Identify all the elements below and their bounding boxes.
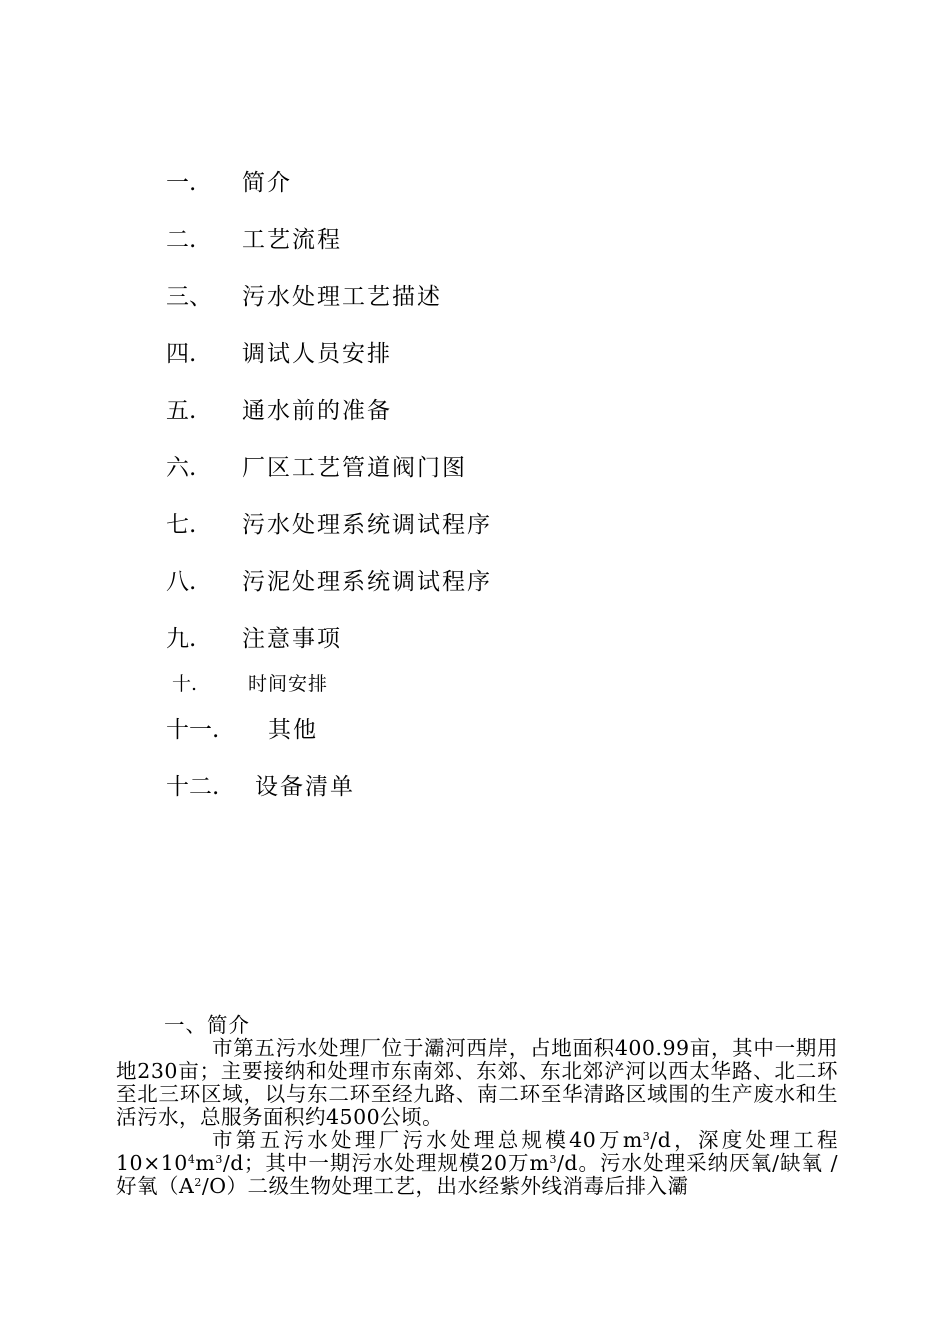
toc-label: 其他	[268, 717, 318, 743]
text-run: /d。污水处理采纳厌氧/缺氧 /好氧（A	[116, 1151, 838, 1198]
superscript: 3	[642, 1130, 651, 1143]
superscript: 3	[215, 1153, 223, 1166]
toc-number: 五.	[166, 398, 197, 424]
text-run: m	[195, 1151, 216, 1175]
toc-label: 调试人员安排	[242, 341, 392, 367]
toc-label: 工艺流程	[242, 227, 342, 253]
section-introduction	[116, 1014, 838, 1198]
toc-label: 污泥处理系统调试程序	[242, 569, 492, 595]
toc-label: 通水前的准备	[242, 398, 392, 424]
toc-label: 注意事项	[242, 626, 342, 652]
toc-number: 十一.	[166, 717, 220, 743]
text-run: /d，深度处理工程10×10	[116, 1128, 838, 1175]
toc-number: 十二.	[166, 774, 220, 800]
toc-label: 时间安排	[248, 673, 329, 695]
toc-number: 六.	[166, 455, 197, 481]
toc-number: 三、	[166, 284, 212, 310]
superscript: 3	[549, 1153, 557, 1166]
text-run: /d；其中一期污水处理规模20万m	[222, 1151, 550, 1175]
toc-number: 一.	[166, 170, 197, 196]
text-run: /O）二级生物处理工艺，出水经紫外线消毒后排入灞	[201, 1174, 689, 1198]
superscript: 4	[187, 1153, 196, 1166]
toc-number: 四.	[166, 341, 197, 367]
toc-number: 十.	[172, 673, 198, 695]
paragraph	[116, 1129, 838, 1198]
text-run: 市第五污水处理厂污水处理总规模40万m	[212, 1128, 643, 1152]
toc-label: 简介	[242, 170, 292, 196]
superscript: 2	[194, 1176, 202, 1189]
toc-label: 厂区工艺管道阀门图	[242, 455, 467, 481]
toc-number: 八.	[166, 569, 197, 595]
toc-label: 污水处理工艺描述	[242, 284, 442, 310]
section-heading: 一、简介	[164, 1013, 250, 1037]
toc-number: 九.	[166, 626, 197, 652]
toc-label: 设备清单	[255, 774, 355, 800]
toc-label: 污水处理系统调试程序	[242, 512, 492, 538]
paragraph: 市第五污水处理厂位于灞河西岸，占地面积400.99亩，其中一期用地230亩；主要接纳和处理市东南郊、东郊、东北郊浐河以西太华路、北二环至北三环区域，以与东二环至经九路、南二环至华清路区域围的生产废水和生活污水，总服务面积约4500公顷。	[116, 1036, 838, 1129]
toc-number: 七.	[166, 512, 197, 538]
toc-number: 二.	[166, 227, 197, 253]
